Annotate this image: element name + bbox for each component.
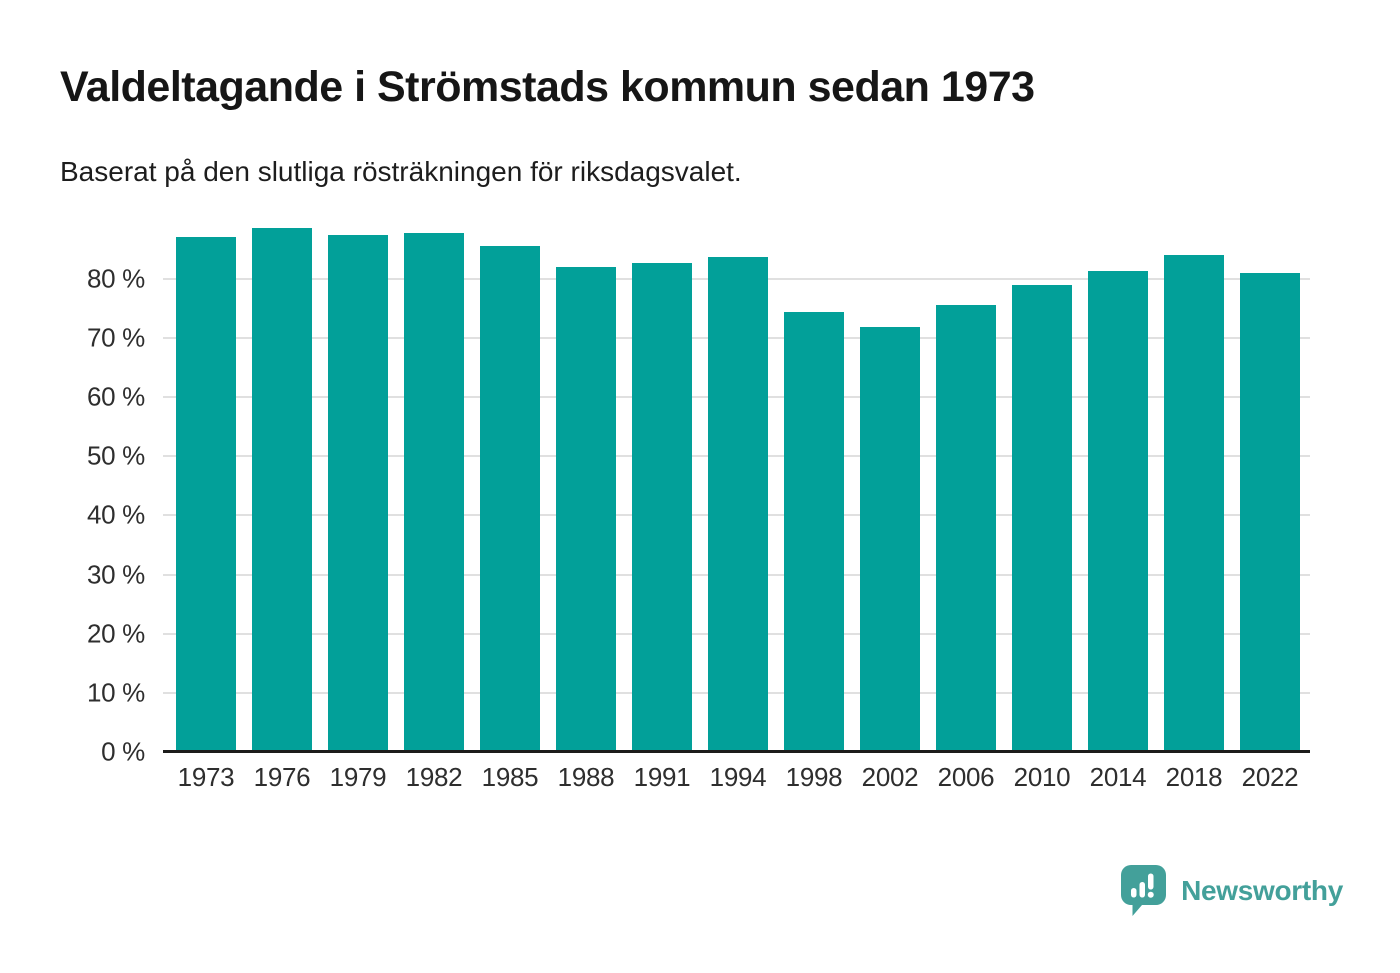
x-axis-label-2022: 2022 (1241, 762, 1299, 792)
x-axis-label-1994: 1994 (709, 762, 767, 792)
bar-1973 (176, 237, 236, 752)
bar-1979 (328, 235, 388, 752)
bar-2006 (936, 305, 996, 752)
x-axis-label-2010: 2010 (1013, 762, 1071, 792)
x-axis-label-1991: 1991 (633, 762, 691, 792)
x-axis-label-1976: 1976 (253, 762, 311, 792)
x-axis-label-1998: 1998 (785, 762, 843, 792)
x-axis-label-2018: 2018 (1165, 762, 1223, 792)
x-axis-label-2006: 2006 (937, 762, 995, 792)
bar-2018 (1164, 255, 1224, 752)
x-axis-label-1979: 1979 (329, 762, 387, 792)
x-axis-label-2002: 2002 (861, 762, 919, 792)
x-axis-label-1973: 1973 (177, 762, 235, 792)
bar-1976 (252, 228, 312, 752)
y-axis-label-60: 60 % (86, 381, 145, 412)
bar-1998 (784, 312, 844, 752)
y-axis-label-30: 30 % (86, 559, 145, 589)
y-axis-label-50: 50 % (86, 440, 145, 471)
y-axis-label-40: 40 % (86, 499, 145, 530)
y-axis-label-0: 0 % (101, 736, 145, 767)
newsworthy-logo-text: Newsworthy (1181, 875, 1343, 906)
bar-2014 (1088, 271, 1148, 752)
bar-1994 (708, 257, 768, 752)
y-axis-label-80: 80 % (86, 263, 145, 294)
y-axis-label-10: 10 % (86, 677, 145, 708)
newsworthy-speech-bubble-chart-icon (1121, 865, 1168, 917)
x-axis-line (163, 750, 1310, 753)
bar-2010 (1012, 285, 1072, 752)
newsworthy-logo (1121, 864, 1343, 918)
x-axis-label-1985: 1985 (481, 762, 539, 792)
bar-1988 (556, 267, 616, 752)
bar-1982 (404, 233, 464, 752)
page-title: Valdeltagande i Strömstads kommun sedan 1973 (60, 63, 1035, 111)
chart-subtitle: Baserat på den slutliga rösträkningen för riksdagsvalet. (60, 156, 742, 187)
y-axis-label-20: 20 % (86, 618, 145, 649)
x-axis-label-2014: 2014 (1089, 762, 1147, 792)
x-axis-label-1982: 1982 (405, 762, 463, 792)
bar-2002 (860, 327, 920, 752)
y-axis-label-70: 70 % (86, 322, 145, 353)
bar-1991 (632, 263, 692, 752)
x-axis-label-1988: 1988 (557, 762, 615, 792)
bar-1985 (480, 246, 540, 753)
bar-2022 (1240, 273, 1300, 752)
